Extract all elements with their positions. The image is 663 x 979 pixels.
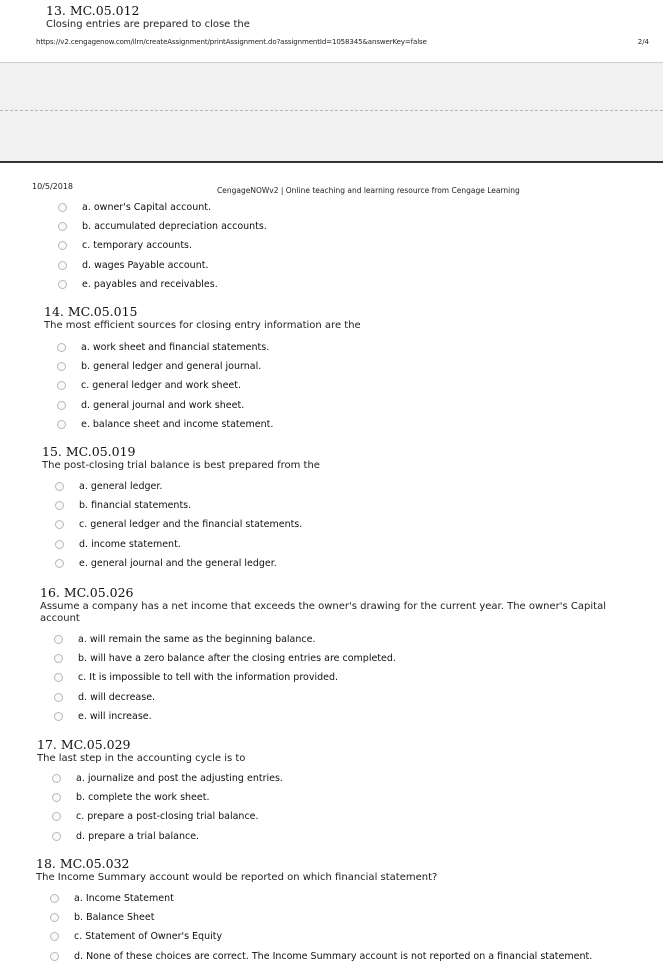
question-text: Closing entries are prepared to close the <box>46 19 250 30</box>
answer-option[interactable]: c. It is impossible to tell with the information provided. <box>54 668 396 687</box>
question-title: 13. MC.05.012 <box>46 3 140 18</box>
answer-option[interactable]: d. wages Payable account. <box>58 256 267 275</box>
answer-option[interactable]: a. Income Statement <box>50 889 592 908</box>
answer-option[interactable]: c. temporary accounts. <box>58 236 267 255</box>
question-title: 16. MC.05.026 <box>40 585 134 600</box>
radio-button[interactable] <box>50 932 59 941</box>
answer-option[interactable]: b. will have a zero balance after the closing entries are completed. <box>54 649 396 668</box>
question-16-options <box>54 630 396 726</box>
question-13-header <box>46 4 250 31</box>
page-break <box>0 62 663 162</box>
radio-button[interactable] <box>57 381 66 390</box>
radio-button[interactable] <box>52 793 61 802</box>
question-17 <box>37 738 245 765</box>
answer-option[interactable]: c. prepare a post-closing trial balance. <box>52 807 283 826</box>
divider <box>0 62 663 63</box>
question-title: 18. MC.05.032 <box>36 856 130 871</box>
answer-option[interactable]: b. accumulated depreciation accounts. <box>58 217 267 236</box>
radio-button[interactable] <box>50 913 59 922</box>
question-text: The last step in the accounting cycle is to <box>37 753 246 764</box>
answer-option[interactable]: b. financial statements. <box>55 496 302 515</box>
answer-option[interactable]: d. income statement. <box>55 535 302 554</box>
question-title: 17. MC.05.029 <box>37 737 131 752</box>
answer-option[interactable]: e. general journal and the general ledger. <box>55 554 302 573</box>
radio-button[interactable] <box>54 673 63 682</box>
radio-button[interactable] <box>54 635 63 644</box>
answer-option[interactable]: e. will increase. <box>54 707 396 726</box>
question-16 <box>40 586 640 625</box>
question-13-options <box>58 198 267 294</box>
question-18 <box>36 857 437 884</box>
question-title: 14. MC.05.015 <box>44 304 138 319</box>
answer-option[interactable]: d. prepare a trial balance. <box>52 827 283 846</box>
radio-button[interactable] <box>57 362 66 371</box>
radio-button[interactable] <box>57 401 66 410</box>
radio-button[interactable] <box>50 894 59 903</box>
answer-option[interactable]: e. payables and receivables. <box>58 275 267 294</box>
question-text: The post-closing trial balance is best prepared from the <box>42 460 320 471</box>
radio-button[interactable] <box>58 261 67 270</box>
answer-option[interactable]: a. general ledger. <box>55 477 302 496</box>
answer-option[interactable]: d. general journal and work sheet. <box>57 396 273 415</box>
answer-option[interactable]: b. complete the work sheet. <box>52 788 283 807</box>
question-14-options <box>57 338 273 434</box>
answer-option[interactable]: c. Statement of Owner's Equity <box>50 927 592 946</box>
radio-button[interactable] <box>58 241 67 250</box>
question-text: Assume a company has a net income that exceeds the owner's drawing for the current year. The owner's Capital account <box>40 601 606 624</box>
radio-button[interactable] <box>57 343 66 352</box>
radio-button[interactable] <box>52 832 61 841</box>
radio-button[interactable] <box>50 952 59 961</box>
answer-option[interactable]: a. journalize and post the adjusting entries. <box>52 769 283 788</box>
site-title: CengageNOWv2 | Online teaching and learning resource from Cengage Learning <box>217 186 520 195</box>
radio-button[interactable] <box>55 482 64 491</box>
radio-button[interactable] <box>55 540 64 549</box>
question-text: The most efficient sources for closing entry information are the <box>44 320 361 331</box>
answer-option[interactable]: a. will remain the same as the beginning balance. <box>54 630 396 649</box>
radio-button[interactable] <box>55 559 64 568</box>
print-date: 10/5/2018 <box>32 182 74 191</box>
dashed-divider <box>0 110 663 111</box>
radio-button[interactable] <box>52 812 61 821</box>
radio-button[interactable] <box>55 501 64 510</box>
radio-button[interactable] <box>54 712 63 721</box>
divider <box>0 161 663 163</box>
radio-button[interactable] <box>57 420 66 429</box>
radio-button[interactable] <box>52 774 61 783</box>
question-15-options <box>55 477 302 573</box>
radio-button[interactable] <box>58 280 67 289</box>
answer-option[interactable]: a. work sheet and financial statements. <box>57 338 273 357</box>
question-14 <box>44 305 361 332</box>
answer-option[interactable]: b. Balance Sheet <box>50 908 592 927</box>
question-15 <box>42 445 320 472</box>
question-18-options <box>50 889 592 966</box>
page-number: 2/4 <box>637 38 649 46</box>
radio-button[interactable] <box>54 693 63 702</box>
radio-button[interactable] <box>54 654 63 663</box>
answer-option[interactable]: d. None of these choices are correct. The Income Summary account is not reported on a financial statement. <box>50 947 592 966</box>
page-url: https://v2.cengagenow.com/ilrn/createAssignment/printAssignment.do?assignmentId=1058345&answerKey=false <box>36 38 427 46</box>
answer-option[interactable]: c. general ledger and work sheet. <box>57 376 273 395</box>
answer-option[interactable]: a. owner's Capital account. <box>58 198 267 217</box>
answer-option[interactable]: b. general ledger and general journal. <box>57 357 273 376</box>
radio-button[interactable] <box>58 222 67 231</box>
answer-option[interactable]: c. general ledger and the financial statements. <box>55 515 302 534</box>
radio-button[interactable] <box>58 203 67 212</box>
answer-option[interactable]: d. will decrease. <box>54 688 396 707</box>
question-text: The Income Summary account would be reported on which financial statement? <box>36 872 438 883</box>
question-title: 15. MC.05.019 <box>42 444 136 459</box>
radio-button[interactable] <box>55 520 64 529</box>
answer-option[interactable]: e. balance sheet and income statement. <box>57 415 273 434</box>
question-17-options <box>52 769 283 846</box>
